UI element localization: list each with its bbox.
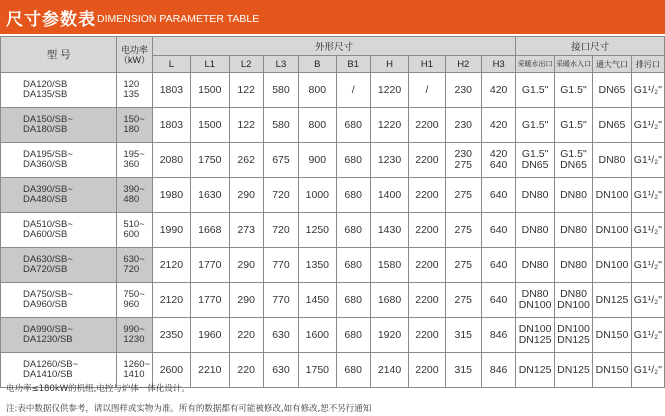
port-cell: DN65 (593, 108, 631, 143)
model-cell: DA195/SB~ DA360/SB (1, 143, 117, 178)
dim-cell: 1500 (191, 108, 229, 143)
power-cell: 990~ 1230 (117, 318, 152, 353)
port-cell: DN80 DN100 (516, 283, 554, 318)
table-row (1, 318, 665, 353)
port-cell: G1.5" (554, 73, 592, 108)
model-cell: DA990/SB~ DA1230/SB (1, 318, 117, 353)
model-cell: DA120/SB DA135/SB (1, 73, 117, 108)
dim-cell: 262 (229, 143, 263, 178)
port-cell: DN100 DN125 (554, 318, 592, 353)
port-cell: DN80 (554, 178, 592, 213)
port-cell: G1¹/₂" (631, 178, 664, 213)
dim-cell: 275 (445, 283, 481, 318)
dim-cell: 846 (481, 318, 515, 353)
dim-cell: 273 (229, 213, 263, 248)
dim-cell: 770 (263, 283, 298, 318)
dim-cell: 230 275 (445, 143, 481, 178)
port-cell: G1¹/₂" (631, 248, 664, 283)
dim-cell: 640 (481, 178, 515, 213)
dim-cell: 1230 (370, 143, 408, 178)
dim-cell: 2120 (152, 248, 190, 283)
dim-cell: 1680 (370, 283, 408, 318)
dim-cell: / (336, 73, 370, 108)
power-cell: 195~ 360 (117, 143, 152, 178)
dim-cell: 2200 (409, 143, 445, 178)
dim-cell: 1600 (299, 318, 336, 353)
col-header-L3: L3 (263, 56, 298, 73)
port-cell: DN150 (593, 318, 631, 353)
col-header-B1: B1 (336, 56, 370, 73)
dim-cell: 420 (481, 108, 515, 143)
dim-cell: 640 (481, 213, 515, 248)
col-header-L1: L1 (191, 56, 229, 73)
dim-cell: 1220 (370, 73, 408, 108)
dim-cell: 1630 (191, 178, 229, 213)
dim-cell: 1803 (152, 73, 190, 108)
port-cell: DN80 DN100 (554, 283, 592, 318)
dim-cell: 230 (445, 73, 481, 108)
dim-cell: 1500 (191, 73, 229, 108)
col-header-drain: 排污口 (631, 56, 664, 73)
dim-cell: 1770 (191, 248, 229, 283)
model-cell: DA630/SB~ DA720/SB (1, 248, 117, 283)
title-en: DIMENSION PARAMETER TABLE (97, 12, 260, 25)
dim-cell: 900 (299, 143, 336, 178)
port-cell: G1.5" DN65 (554, 143, 592, 178)
dim-cell: 290 (229, 178, 263, 213)
power-header: 电功率 （kW） (117, 37, 152, 73)
dim-cell: 1750 (191, 143, 229, 178)
dim-cell: 122 (229, 108, 263, 143)
port-cell: G1¹/₂" (631, 213, 664, 248)
title-cn: 尺寸参数表 (6, 9, 96, 30)
dim-cell: 275 (445, 213, 481, 248)
power-cell: 390~ 480 (117, 178, 152, 213)
dim-cell: 1450 (299, 283, 336, 318)
dim-cell: 1580 (370, 248, 408, 283)
col-header-vent: 通大气口 (593, 56, 631, 73)
dim-cell: 1668 (191, 213, 229, 248)
port-cell: G1.5" (554, 108, 592, 143)
dim-cell: 122 (229, 73, 263, 108)
dim-cell: / (409, 73, 445, 108)
dim-cell: 2200 (409, 283, 445, 318)
dim-cell: 420 640 (481, 143, 515, 178)
dim-cell: 800 (299, 108, 336, 143)
model-cell: DA510/SB~ DA600/SB (1, 213, 117, 248)
col-header-H1: H1 (409, 56, 445, 73)
dim-cell: 680 (336, 213, 370, 248)
port-cell: G1¹/₂" (631, 318, 664, 353)
power-cell: 630~ 720 (117, 248, 152, 283)
dim-cell: 580 (263, 108, 298, 143)
dim-cell: 2200 (409, 318, 445, 353)
col-header-H: H (370, 56, 408, 73)
dim-cell: 720 (263, 178, 298, 213)
dim-cell: 275 (445, 248, 481, 283)
dim-cell: 640 (481, 283, 515, 318)
dim-cell: 2200 (409, 353, 445, 388)
table-row (1, 108, 665, 143)
port-cell: DN80 (554, 248, 592, 283)
port-cell: G1¹/₂" (631, 353, 664, 388)
table-row (1, 283, 665, 318)
dim-cell: 680 (336, 318, 370, 353)
port-cell: DN100 (593, 248, 631, 283)
dim-cell: 2200 (409, 178, 445, 213)
table-row (1, 143, 665, 178)
dim-cell: 770 (263, 248, 298, 283)
dim-cell: 1220 (370, 108, 408, 143)
title-bar (0, 0, 665, 34)
dim-cell: 680 (336, 108, 370, 143)
port-cell: G1.5" (516, 73, 554, 108)
dim-cell: 1803 (152, 108, 190, 143)
dim-cell: 2120 (152, 283, 190, 318)
dim-cell: 2140 (370, 353, 408, 388)
dim-cell: 220 (229, 353, 263, 388)
dim-cell: 2600 (152, 353, 190, 388)
dim-cell: 800 (299, 73, 336, 108)
dim-cell: 2080 (152, 143, 190, 178)
power-cell: 120 135 (117, 73, 152, 108)
note-disclaimer: 注:表中数据仅供参考，请以图样或实物为准。所有的数据都有可能被修改,如有修改,恕不另行通知 (6, 404, 372, 414)
dim-cell: 1400 (370, 178, 408, 213)
col-header-H3: H3 (481, 56, 515, 73)
port-cell: DN100 (593, 178, 631, 213)
col-header-water-inlet: 采暖水入口 (554, 56, 592, 73)
dim-cell: 720 (263, 213, 298, 248)
power-cell: 1260~ 1410 (117, 353, 152, 388)
dim-cell: 1980 (152, 178, 190, 213)
port-cell: DN125 (554, 353, 592, 388)
dim-cell: 1350 (299, 248, 336, 283)
dim-cell: 315 (445, 353, 481, 388)
dim-cell: 680 (336, 178, 370, 213)
dim-cell: 1960 (191, 318, 229, 353)
col-header-L2: L2 (229, 56, 263, 73)
port-cell: DN80 (554, 213, 592, 248)
table-row (1, 73, 665, 108)
dim-cell: 2200 (409, 213, 445, 248)
dim-cell: 580 (263, 73, 298, 108)
dim-cell: 1770 (191, 283, 229, 318)
dim-cell: 846 (481, 353, 515, 388)
dim-cell: 680 (336, 353, 370, 388)
port-cell: G1¹/₂" (631, 283, 664, 318)
col-header-water-outlet: 采暖水出口 (516, 56, 554, 73)
model-header: 型 号 (1, 37, 117, 73)
model-cell: DA390/SB~ DA480/SB (1, 178, 117, 213)
power-cell: 510~ 600 (117, 213, 152, 248)
dim-cell: 630 (263, 318, 298, 353)
port-group-header: 接口尺寸 (516, 37, 665, 56)
power-cell: 750~ 960 (117, 283, 152, 318)
dim-cell: 290 (229, 283, 263, 318)
dim-cell: 2350 (152, 318, 190, 353)
dim-cell: 1920 (370, 318, 408, 353)
table-row (1, 213, 665, 248)
col-header-L: L (152, 56, 190, 73)
dim-cell: 1250 (299, 213, 336, 248)
port-cell: DN80 (516, 248, 554, 283)
dim-cell: 275 (445, 178, 481, 213)
port-cell: DN65 (593, 73, 631, 108)
port-cell: DN125 (516, 353, 554, 388)
power-cell: 150~ 180 (117, 108, 152, 143)
dim-cell: 290 (229, 248, 263, 283)
port-cell: G1¹/₂" (631, 73, 664, 108)
port-cell: DN100 (593, 213, 631, 248)
table-row (1, 178, 665, 213)
port-cell: DN80 (516, 178, 554, 213)
dim-cell: 315 (445, 318, 481, 353)
dim-cell: 2200 (409, 108, 445, 143)
dim-cell: 1000 (299, 178, 336, 213)
dim-cell: 220 (229, 318, 263, 353)
dim-cell: 630 (263, 353, 298, 388)
dim-cell: 675 (263, 143, 298, 178)
table-row (1, 248, 665, 283)
dim-cell: 1430 (370, 213, 408, 248)
dim-cell: 2200 (409, 248, 445, 283)
dim-cell: 640 (481, 248, 515, 283)
model-cell: DA750/SB~ DA960/SB (1, 283, 117, 318)
port-cell: DN100 DN125 (516, 318, 554, 353)
model-cell: DA150/SB~ DA180/SB (1, 108, 117, 143)
port-cell: G1¹/₂" (631, 143, 664, 178)
dim-cell: 680 (336, 248, 370, 283)
dim-cell: 420 (481, 73, 515, 108)
port-cell: DN80 (516, 213, 554, 248)
note-power: 电功率≤180kW的机组,电控与炉体一体化设计。 (6, 384, 190, 394)
model-cell: DA1260/SB~ DA1410/SB (1, 353, 117, 388)
port-cell: G1.5" (516, 108, 554, 143)
col-header-B: B (299, 56, 336, 73)
dim-group-header: 外形尺寸 (152, 37, 516, 56)
port-cell: G1¹/₂" (631, 108, 664, 143)
port-cell: DN80 (593, 143, 631, 178)
port-cell: G1.5" DN65 (516, 143, 554, 178)
dim-cell: 2210 (191, 353, 229, 388)
col-header-H2: H2 (445, 56, 481, 73)
dim-cell: 1750 (299, 353, 336, 388)
dim-cell: 680 (336, 283, 370, 318)
dimension-table (0, 36, 665, 388)
dim-cell: 680 (336, 143, 370, 178)
dim-cell: 1990 (152, 213, 190, 248)
dim-cell: 230 (445, 108, 481, 143)
port-cell: DN125 (593, 283, 631, 318)
port-cell: DN150 (593, 353, 631, 388)
